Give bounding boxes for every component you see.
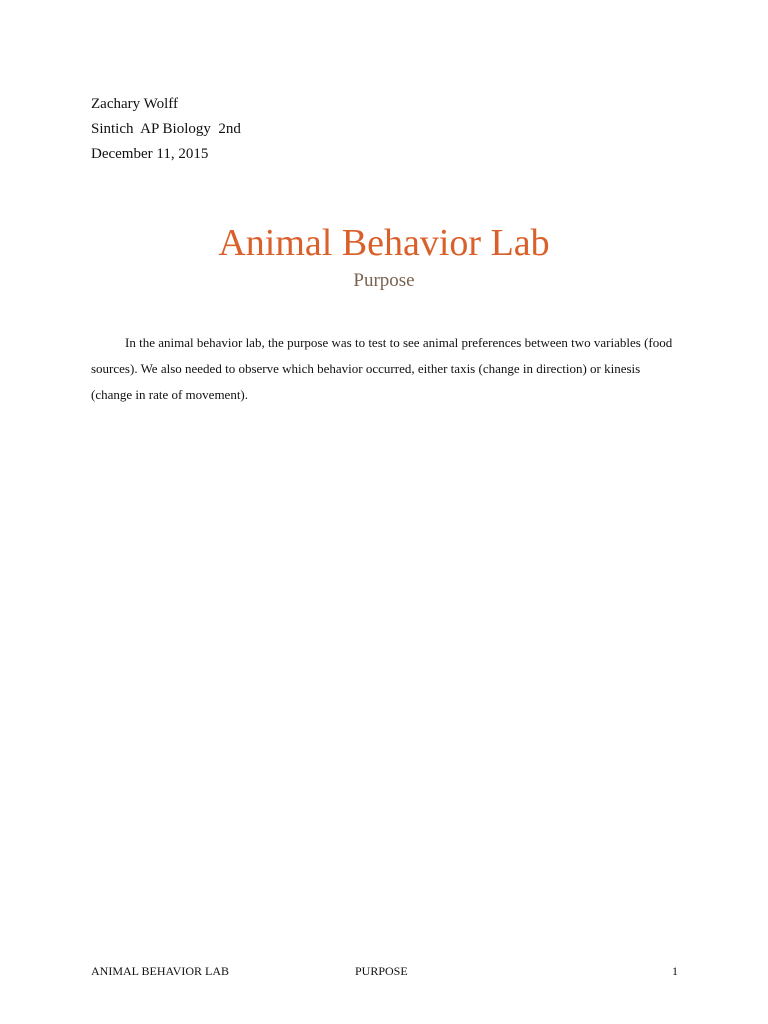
author-header xyxy=(91,92,241,167)
document-title: Animal Behavior Lab xyxy=(218,222,550,264)
class-info: Sintich AP Biology 2nd xyxy=(91,121,241,137)
section-heading: Purpose xyxy=(353,270,415,291)
document-date: December 11, 2015 xyxy=(91,146,209,162)
footer-title: ANIMAL BEHAVIOR LAB xyxy=(91,964,229,978)
footer-section: PURPOSE xyxy=(355,964,408,978)
purpose-paragraph: In the animal behavior lab, the purpose was to test to see animal preferences between two variables (food sources). We also needed to observe which behavior occurred, either taxis (change in direction) or kinesis (change in rate of movement). xyxy=(91,335,673,402)
page-number: 1 xyxy=(672,964,678,978)
author-name: Zachary Wolff xyxy=(91,96,178,112)
page-footer xyxy=(0,962,768,980)
